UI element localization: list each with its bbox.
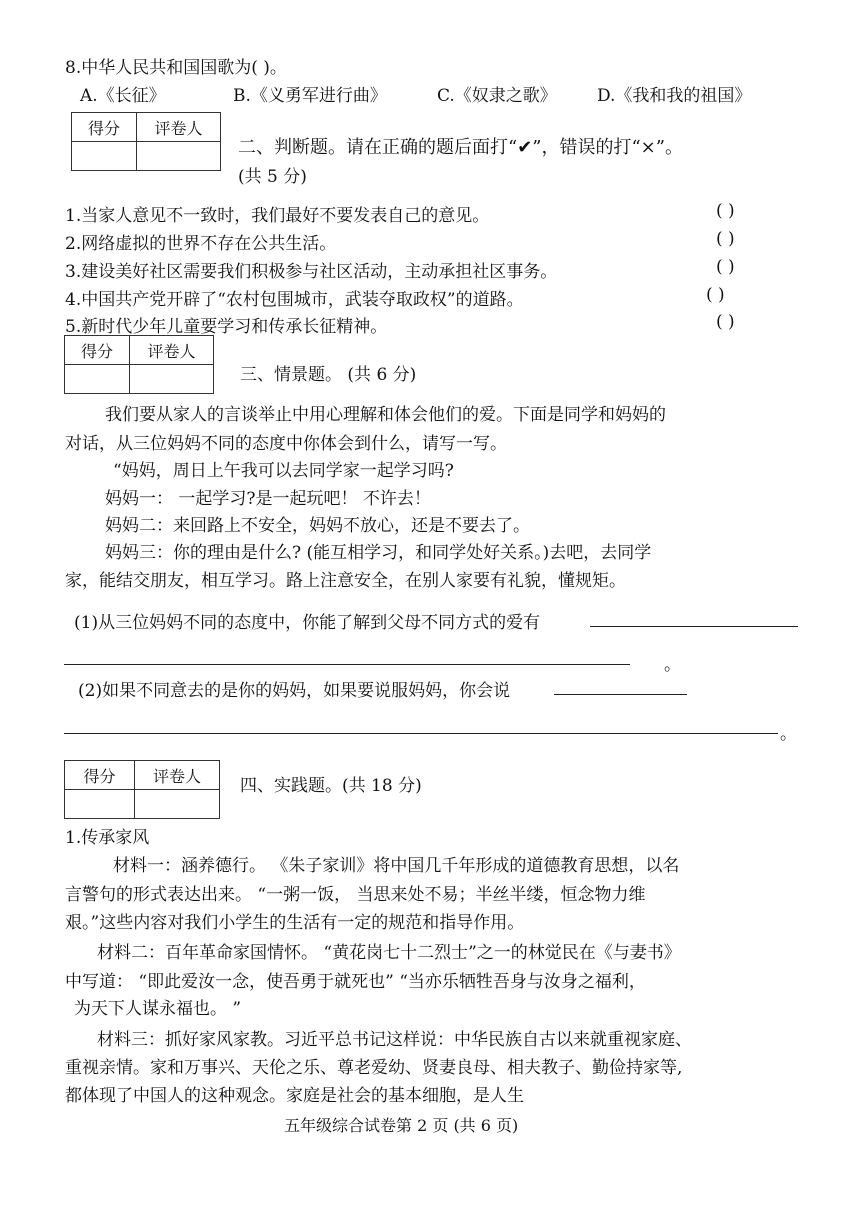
section4-title: 四、实践题。(共 18 分) bbox=[240, 776, 422, 796]
material3-line3: 都体现了中国人的这种观念。家庭是社会的基本细胞，是人生 bbox=[65, 1086, 524, 1106]
material2-line2: 中写道： “即此爱汝一念，使吾勇于就死也” “当亦乐牺牲吾身与汝身之福利， bbox=[65, 972, 646, 992]
score-header: 得分 bbox=[65, 336, 130, 365]
dialogue-mom1: 妈妈一： 一起学习?是一起玩吧！ 不许去！ bbox=[105, 489, 431, 509]
score-header: 得分 bbox=[65, 761, 135, 790]
grade-box-section4 bbox=[64, 760, 220, 819]
judge-answer-2[interactable]: ( ) bbox=[716, 229, 735, 249]
dialogue-mom2: 妈妈二：来回路上不安全，妈妈不放心，还是不要去了。 bbox=[105, 516, 530, 536]
judge-answer-5[interactable]: ( ) bbox=[716, 312, 735, 332]
grader-header: 评卷人 bbox=[135, 761, 220, 790]
answer-2-end: 。 bbox=[780, 724, 797, 744]
material1-line2: 言警句的形式表达出来。 “一粥一饭， 当思来处不易；半丝半缕，恒念物力维 bbox=[65, 885, 646, 905]
material2-line3: 为天下人谋永福也。 ” bbox=[74, 999, 242, 1019]
dialogue-mom3-line1: 妈妈三：你的理由是什么? (能互相学习，和同学处好关系。)去吧，去同学 bbox=[105, 543, 652, 563]
answer-line-2a[interactable] bbox=[554, 694, 687, 695]
score-cell[interactable] bbox=[65, 365, 130, 394]
judge-answer-3[interactable]: ( ) bbox=[716, 257, 735, 277]
judge-item-5: 5.新时代少年儿童要学习和传承长征精神。 bbox=[65, 317, 388, 337]
material3-line2: 重视亲情。家和万事兴、天伦之乐、尊老爱幼、贤妻良母、相夫教子、勤俭持家等, bbox=[65, 1058, 683, 1078]
grader-cell[interactable] bbox=[137, 142, 221, 171]
material2-line1: 材料二：百年革命家国情怀。 “黄花岗七十二烈士”之一的林觉民在《与妻书》 bbox=[97, 943, 681, 963]
q8-option-a: A.《长征》 bbox=[80, 86, 166, 106]
score-cell[interactable] bbox=[72, 142, 137, 171]
q8-stem: 8.中华人民共和国国歌为( )。 bbox=[65, 58, 287, 78]
section3-question-2: (2)如果不同意去的是你的妈妈，如果要说服妈妈，你会说 bbox=[78, 681, 511, 701]
grader-cell[interactable] bbox=[130, 365, 214, 394]
section2-title: 二、判断题。请在正确的题后面打“✔”，错误的打“×”。 bbox=[238, 137, 683, 158]
section3-title: 三、情景题。 (共 6 分) bbox=[240, 365, 417, 385]
grader-header: 评卷人 bbox=[130, 336, 214, 365]
q8-option-b: B.《义勇军进行曲》 bbox=[233, 86, 387, 106]
section3-intro-line1: 我们要从家人的言谈举止中用心理解和体会他们的爱。下面是同学和妈妈的 bbox=[105, 405, 666, 425]
answer-line-1b[interactable] bbox=[64, 664, 630, 665]
answer-line-2b[interactable] bbox=[64, 733, 778, 734]
judge-item-1: 1.当家人意见不一致时，我们最好不要发表自己的意见。 bbox=[65, 206, 490, 226]
score-header: 得分 bbox=[72, 113, 137, 142]
grader-header: 评卷人 bbox=[137, 113, 221, 142]
material1-line3: 艰。”这些内容对我们小学生的生活有一定的规范和指导作用。 bbox=[65, 913, 525, 933]
material3-line1: 材料三：抓好家风家教。习近平总书记这样说：中华民族自古以来就重视家庭、 bbox=[97, 1030, 692, 1050]
answer-1-end: 。 bbox=[664, 655, 681, 675]
q8-option-c: C.《奴隶之歌》 bbox=[437, 86, 557, 106]
score-cell[interactable] bbox=[65, 790, 135, 819]
judge-item-4: 4.中国共产党开辟了“农村包围城市，武装夺取政权”的道路。 bbox=[65, 290, 524, 310]
dialogue-mom3-line2: 家，能结交朋友，相互学习。路上注意安全，在别人家要有礼貌，懂规矩。 bbox=[65, 571, 626, 591]
dialogue-question: “妈妈，周日上午我可以去同学家一起学习吗? bbox=[113, 461, 454, 481]
judge-answer-1[interactable]: ( ) bbox=[716, 201, 735, 221]
q8-option-d: D.《我和我的祖国》 bbox=[597, 86, 752, 106]
judge-item-3: 3.建设美好社区需要我们积极参与社区活动，主动承担社区事务。 bbox=[65, 262, 558, 282]
answer-line-1a[interactable] bbox=[590, 626, 798, 627]
section3-intro-line2: 对话，从三位妈妈不同的态度中你体会到什么，请写一写。 bbox=[65, 434, 507, 454]
grader-cell[interactable] bbox=[135, 790, 220, 819]
page-footer: 五年级综合试卷第 2 页 (共 6 页) bbox=[284, 1116, 519, 1135]
judge-answer-4[interactable]: ( ) bbox=[706, 285, 725, 305]
grade-box-section3 bbox=[64, 335, 214, 394]
section4-subquestion-1: 1.传承家风 bbox=[65, 828, 150, 848]
grade-box-section2 bbox=[71, 112, 221, 171]
material1-line1: 材料一：涵养德行。 《朱子家训》将中国几千年形成的道德教育思想，以名 bbox=[113, 856, 680, 876]
section3-question-1: (1)从三位妈妈不同的态度中，你能了解到父母不同方式的爱有 bbox=[74, 613, 541, 633]
section2-subtitle: (共 5 分) bbox=[238, 167, 307, 187]
judge-item-2: 2.网络虚拟的世界不存在公共生活。 bbox=[65, 234, 337, 254]
